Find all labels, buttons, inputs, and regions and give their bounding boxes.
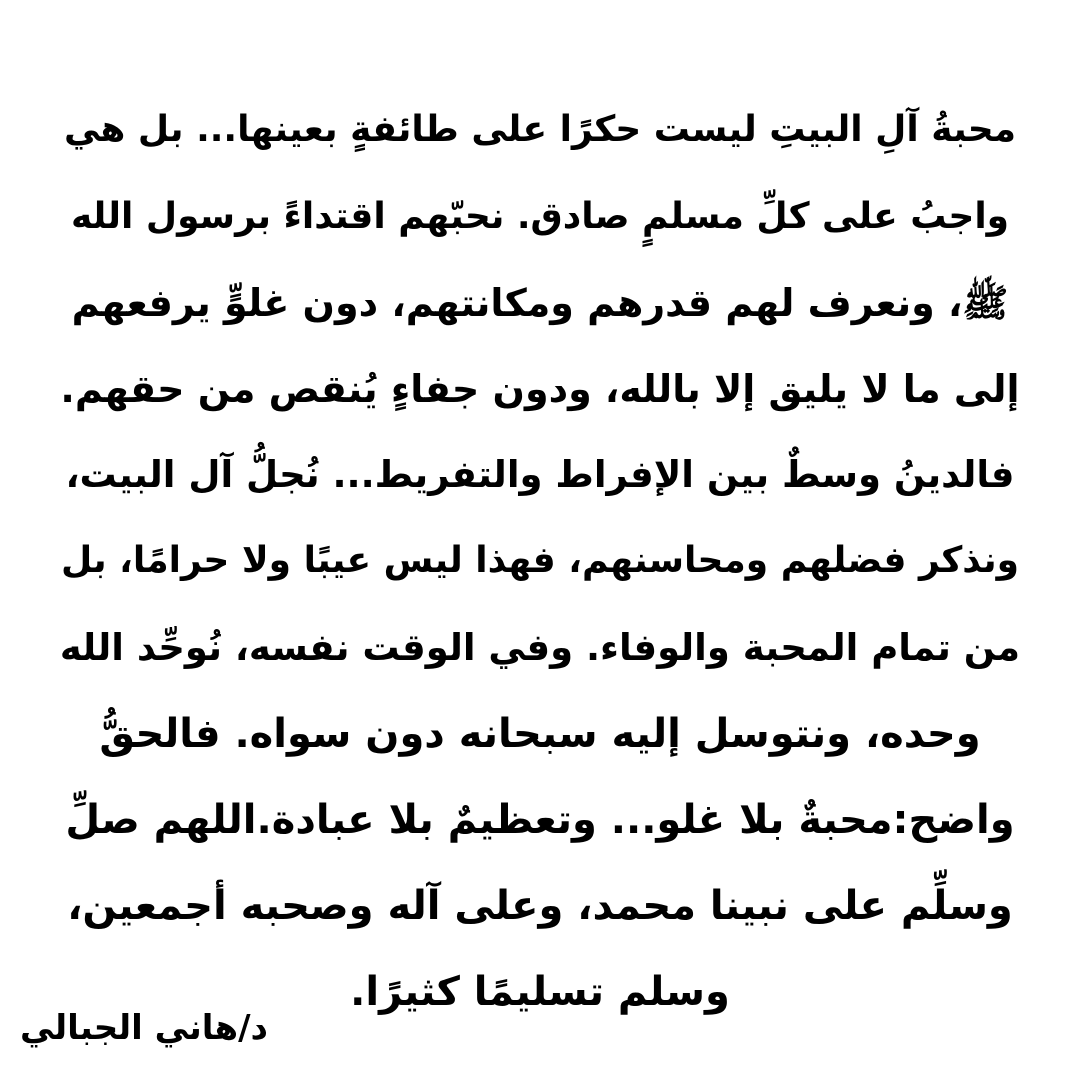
text-line-7: من تمام المحبة والوفاء. وفي الوقت نفسه، نُوحِّد الله	[59, 626, 1020, 669]
text-line-11: وسلم تسليمًا كثيرًا.	[350, 969, 730, 1015]
text-line-1: محبةُ آلِ البيتِ ليست حكرًا على طائفةٍ بعينها... بل هي	[63, 109, 1017, 150]
text-line-2: واجبُ على كلِّ مسلمٍ صادق. نحبّهم اقتداءً برسول الله	[70, 196, 1010, 237]
text-line-5: فالدينُ وسطٌ بين الإفراط والتفريط... نُجلُّ آل البيت،	[65, 453, 1015, 496]
text-line-9: واضح:محبةٌ بلا غلو... وتعظيمٌ بلا عبادة.اللهم صلِّ	[65, 797, 1015, 843]
text-line-8: وحده، ونتوسل إليه سبحانه دون سواه. فالحقُّ	[99, 711, 981, 757]
text-line-4: إلى ما لا يليق إلا بالله، ودون جفاءٍ يُنقص من حقهم.	[60, 367, 1020, 411]
text-line-10: وسلِّم على نبينا محمد، وعلى آله وصحبه أجمعين،	[67, 883, 1013, 929]
text-line-3: ﷺ، ونعرف لهم قدرهم ومكانتهم، دون غلوٍّ يرفعهم	[71, 281, 1009, 325]
author-signature: د/هاني الجبالي	[20, 1008, 268, 1048]
text-line-6: ونذكر فضلهم ومحاسنهم، فهذا ليس عيبًا ولا حرامًا، بل	[61, 540, 1019, 581]
